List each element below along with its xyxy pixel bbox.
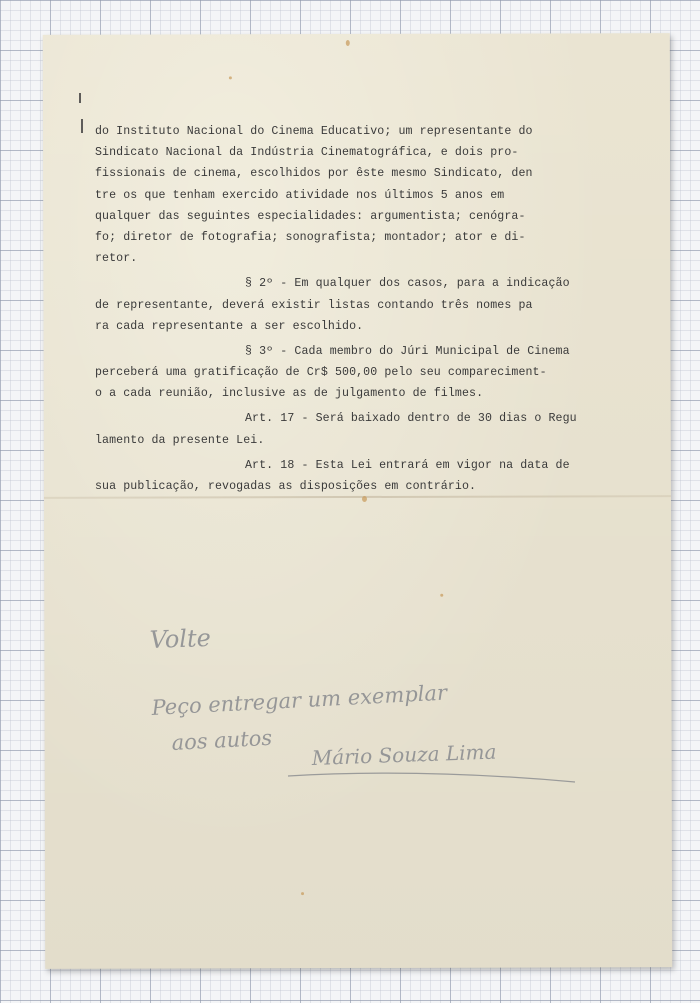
text-line: tre os que tenham exercido atividade nos últimos 5 anos em bbox=[95, 188, 505, 202]
signature-underline bbox=[288, 773, 575, 782]
handwritten-line-2: Peço entregar um exemplar bbox=[151, 680, 448, 720]
text-line: retor. bbox=[95, 252, 138, 266]
margin-mark bbox=[80, 93, 82, 133]
text-line: do Instituto Nacional do Cinema Educativo; um representante do bbox=[95, 125, 533, 138]
handwritten-line-3: aos autos bbox=[171, 725, 273, 755]
text-line: § 3º - Cada membro do Júri Municipal de Cinema bbox=[245, 344, 570, 358]
text-line: sua publicação, revogadas as disposições em contrário. bbox=[95, 480, 477, 493]
text-line: o a cada reunião, inclusive as de julgamento de filmes. bbox=[95, 387, 484, 401]
text-line: fo; diretor de fotografia; sonografista; montador; ator e di- bbox=[95, 230, 526, 244]
signature: Mário Souza Lima bbox=[311, 739, 497, 770]
handwritten-line-1: Volte bbox=[149, 623, 212, 654]
text-line: Art. 18 - Esta Lei entrará em vigor na data de bbox=[245, 458, 570, 472]
text-line: lamento da presente Lei. bbox=[95, 433, 265, 447]
text-line: Sindicato Nacional da Indústria Cinematográfica, e dois pro- bbox=[95, 146, 519, 160]
text-line: de representante, deverá existir listas contando três nomes pa bbox=[95, 298, 533, 312]
text-line: Art. 17 - Será baixado dentro de 30 dias o Regu bbox=[245, 412, 577, 426]
text-line: fissionais de cinema, escolhidos por êste mesmo Sindicato, den bbox=[95, 167, 533, 181]
text-line: qualquer das seguintes especialidades: argumentista; cenógra- bbox=[95, 209, 526, 223]
text-line: § 2º - Em qualquer dos casos, para a indicação bbox=[245, 277, 570, 291]
text-line: ra cada representante a ser escolhido. bbox=[95, 319, 364, 333]
text-line: perceberá uma gratificação de Cr$ 500,00 pelo seu compareciment- bbox=[95, 366, 547, 380]
